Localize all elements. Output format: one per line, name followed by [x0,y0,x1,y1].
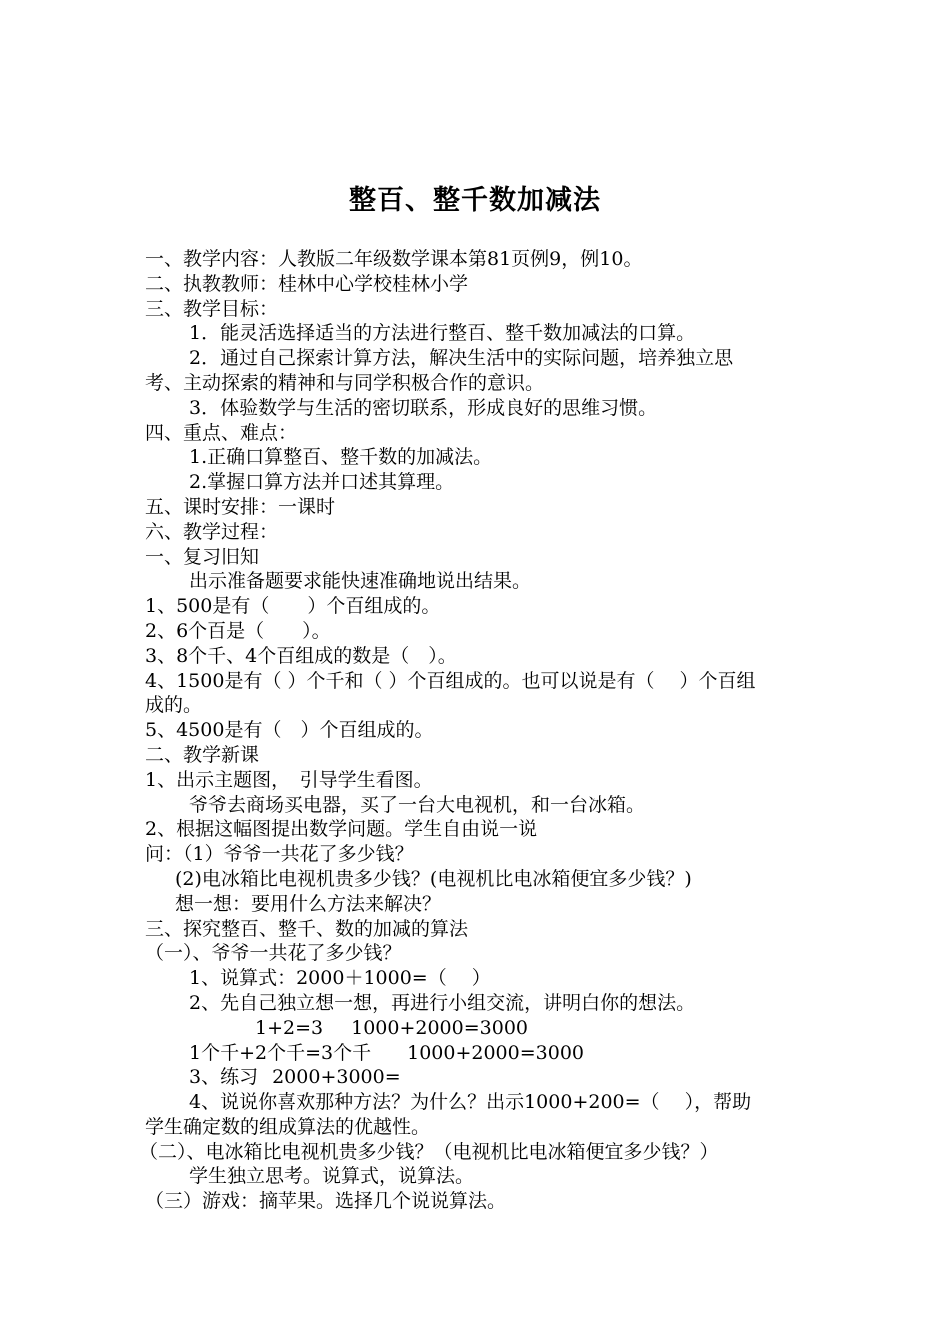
text-line: 1．能灵活选择适当的方法进行整百、整千数加减法的口算。 [189,322,696,345]
text-line: 五、课时安排：一课时 [145,495,336,518]
text-line [145,1041,810,1066]
text-line: 三、教学目标： [145,297,279,320]
text-line: 三、探究整百、整千、数的加减的算法 [145,917,469,940]
equation: 1000+2000=3000 [351,1016,529,1039]
text-line [145,1065,810,1090]
text-line: (2)电冰箱比电视机贵多少钱？(电视机比电冰箱便宜多少钱？) [175,867,692,890]
text-line: 2.掌握口算方法并口述其算理。 [189,471,455,494]
text-line: 出示准备题要求能快速准确地说出结果。 [189,570,532,593]
text-line: （一）、爷爷一共花了多少钱？ [145,942,402,965]
text-line: 一、教学内容：人教版二年级数学课本第81页例9，例10。 [145,248,643,270]
text-line: 问：（1）爷爷一共花了多少钱？ [145,843,414,866]
text-line: 成的。 [145,694,203,717]
text-line: 学生确定数的组成算法的优越性。 [145,1115,431,1138]
text-line: 2、6个百是（ ）。 [145,619,331,642]
document-title: 整百、整千数加减法 [349,185,601,216]
text-line: 2、先自己独立想一想，再进行小组交流，讲明白你的想法。 [189,991,696,1014]
text-line: 2．通过自己探索计算方法，解决生活中的实际问题，培养独立思 [189,347,734,370]
text-line: 1、出示主题图， 引导学生看图。 [145,768,433,791]
text-line: 5、4500是有（ ）个百组成的。 [145,719,434,742]
equation: 1+2=3 [255,1016,324,1039]
text-line: 1、500是有（ ）个百组成的。 [145,595,441,618]
document-body [139,247,810,1214]
text-line: 1、说算式：2000＋1000=（ ） [189,967,491,990]
text-line: 4、说说你喜欢那种方法？为什么？出示1000+200=（ ），帮助 [189,1091,752,1114]
text-line: 4、1500是有（ ）个千和（ ）个百组成的。也可以说是有（ ）个百组 [145,669,756,692]
text-line: 一、复习旧知 [145,545,260,568]
text-line: 2、根据这幅图提出数学问题。学生自由说一说 [145,818,538,841]
text-line [145,1016,810,1041]
text-line: （二）、电冰箱比电视机贵多少钱？（电视机比电冰箱便宜多少钱？） [139,1140,719,1163]
text-line: 四、重点、难点： [145,421,298,444]
text-line: 想一想：要用什么方法来解决？ [175,892,442,915]
text-line: 1.正确口算整百、整千数的加减法。 [189,446,493,469]
text-line: 六、教学过程： [145,520,279,543]
text-line: 3、8个千、4个百组成的数是（ ）。 [145,644,457,667]
text-line: 爷爷去商场买电器，买了一台大电视机，和一台冰箱。 [189,793,646,816]
text-line: 3．体验数学与生活的密切联系，形成良好的思维习惯。 [189,396,658,419]
text-line: 考、主动探索的精神和与同学积极合作的意识。 [145,371,545,394]
equation: 1个千+2个千=3个千 [189,1041,372,1064]
equation: 1000+2000=3000 [407,1041,585,1064]
text-line: 学生独立思考。说算式，说算法。 [189,1165,475,1188]
text-line: 二、教学新课 [145,743,260,766]
equation: 2000+3000= [272,1066,401,1089]
practice-label: 3、练习 [189,1066,259,1089]
text-line: 二、执教教师：桂林中心学校桂林小学 [145,272,469,295]
text-line: （三）游戏：摘苹果。选择几个说说算法。 [145,1190,507,1213]
